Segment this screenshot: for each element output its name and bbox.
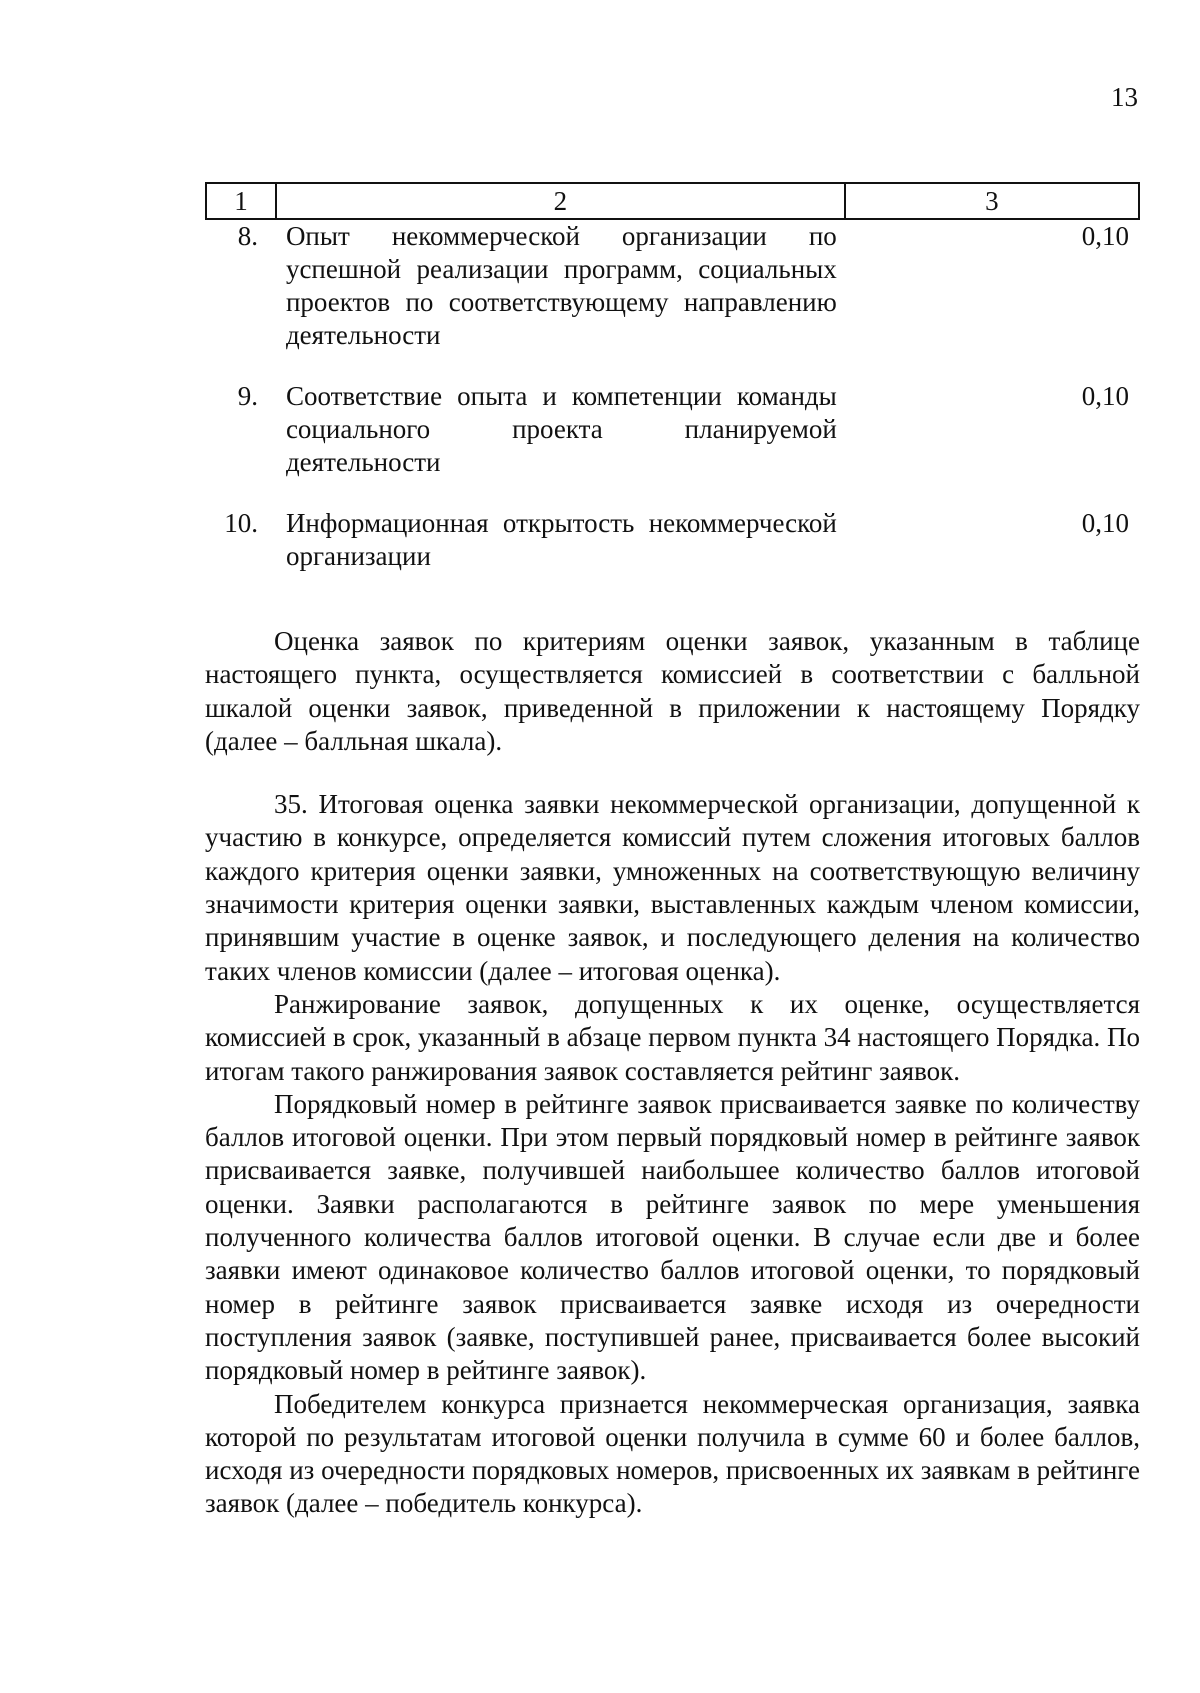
- table-header-row: [206, 183, 1139, 219]
- paragraph-ranking: Ранжирование заявок, допущенных к их оценке, осуществляется комиссией в срок, указанный в абзаце первом пункта 34 настоящего Порядка. По итогам такого ранжирования заявок составляется рейтинг заявок.: [205, 988, 1140, 1086]
- paragraph-winner: Победителем конкурса признается некоммерческая организация, заявка которой по результатам итоговой оценки получила в сумме 60 и более баллов, исходя из очередности порядковых номеров, присвоенных их заявкам в рейтинге заявок (далее – победитель конкурса).: [205, 1388, 1140, 1519]
- column-header-value: 3: [845, 183, 1139, 219]
- row-spacer: [206, 479, 1139, 507]
- table-row: [206, 380, 1139, 479]
- spacer-cell: [206, 479, 1139, 507]
- spacer-cell: [206, 352, 1139, 380]
- paragraph-item-35: 35. Итоговая оценка заявки некоммерческой организации, допущенной к участию в конкурсе, определяется комиссий путем сложения итоговых баллов каждого критерия оценки заявки, умноженных на соответствующую величину значимости критерия оценки заявки, выставленных каждым членом комиссии, принявшим участие в оценке заявок, и последующего деления на количество таких членов комиссии (далее – итоговая оценка).: [205, 789, 1140, 986]
- column-header-number: 1: [206, 183, 276, 219]
- row-criterion: Информационная открытость некоммерческой организации: [285, 508, 837, 571]
- table-row: [206, 507, 1139, 573]
- row-value: 0,10: [1081, 221, 1129, 251]
- row-criterion: Опыт некоммерческой организации по успешной реализации программ, социальных проектов по соответствующему направлению деятельности: [285, 221, 837, 350]
- row-number: 10.: [224, 508, 258, 538]
- criteria-table: [205, 182, 1140, 573]
- table-body: [206, 219, 1139, 573]
- row-value: 0,10: [1081, 381, 1129, 411]
- row-value: 0,10: [1081, 508, 1129, 538]
- page-number: 13: [1111, 82, 1138, 112]
- table-row: [206, 219, 1139, 352]
- row-spacer: [206, 352, 1139, 380]
- row-number: 9.: [237, 381, 258, 411]
- row-number: 8.: [237, 221, 258, 251]
- row-criterion: Соответствие опыта и компетенции команды социального проекта планируемой деятельности: [285, 381, 837, 477]
- table-header: [206, 183, 1139, 219]
- paragraph-evaluation: Оценка заявок по критериям оценки заявок, указанным в таблице настоящего пункта, осуществляется комиссией в соответствии с балльной шкалой оценки заявок, приведенной в приложении к настоящему Порядку (далее – балльная шкала).: [205, 626, 1140, 756]
- column-header-criterion: 2: [276, 183, 845, 219]
- body-text: [205, 625, 1140, 1521]
- paragraph-rank-number: Порядковый номер в рейтинге заявок присваивается заявке по количеству баллов итоговой оценки. При этом первый порядковый номер в рейтинге заявок присваивается заявке, получившей наибольшее количество баллов итоговой оценки. Заявки располагаются в рейтинге заявок по мере уменьшения полученного количества баллов итоговой оценки. В случае если две и более заявки имеют одинаковое количество баллов итоговой оценки, то порядковый номер в рейтинге заявок присваивается заявке исходя из очередности поступления заявок (заявке, поступившей ранее, присваивается более высокий порядковый номер в рейтинге заявок).: [205, 1088, 1140, 1386]
